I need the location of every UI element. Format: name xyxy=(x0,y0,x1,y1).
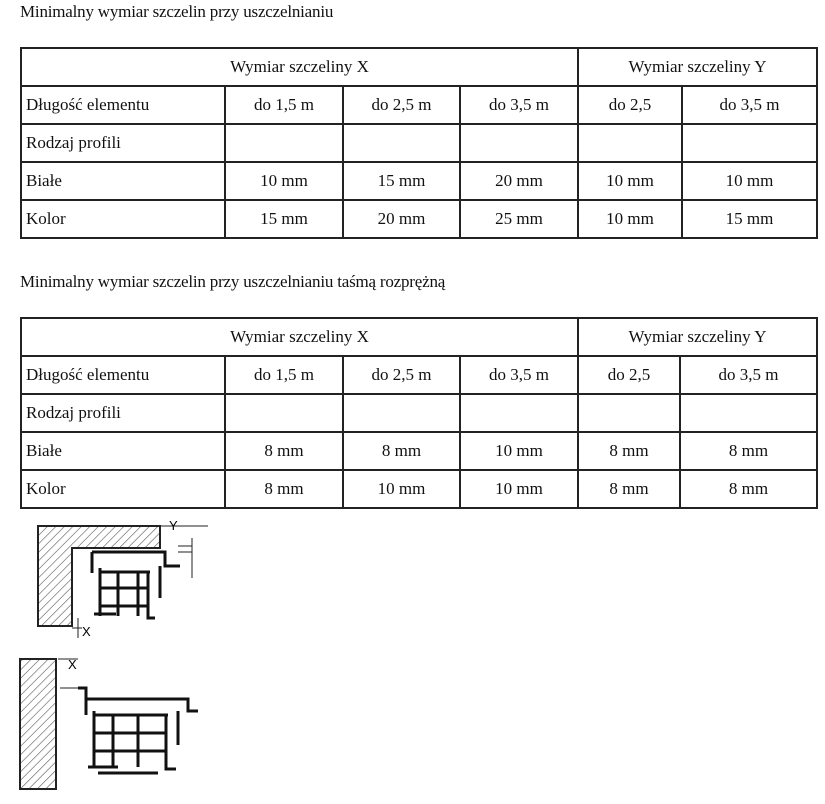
table-row xyxy=(21,470,817,508)
column-header: do 2,5 xyxy=(578,86,682,124)
table-cell: 8 mm xyxy=(578,432,680,470)
table-cell: 15 mm xyxy=(343,162,460,200)
column-header: do 3,5 m xyxy=(682,86,817,124)
table-cell xyxy=(225,124,343,162)
table1-caption: Minimalny wymiar szczelin przy uszczelnianiu xyxy=(20,2,334,21)
table-cell xyxy=(343,124,460,162)
table-cell: 15 mm xyxy=(682,200,817,238)
column-header: do 3,5 m xyxy=(460,86,578,124)
table-row xyxy=(21,394,817,432)
group-header-x: Wymiar szczeliny X xyxy=(21,318,578,356)
column-header: do 2,5 m xyxy=(343,356,460,394)
table-cell: 8 mm xyxy=(578,470,680,508)
table-row xyxy=(21,124,817,162)
row-label: Długość elementu xyxy=(21,86,225,124)
table-row xyxy=(21,356,817,394)
table-cell: 10 mm xyxy=(343,470,460,508)
column-header: do 3,5 m xyxy=(680,356,817,394)
table-cell: 10 mm xyxy=(682,162,817,200)
table-cell: 8 mm xyxy=(225,432,343,470)
table-cell xyxy=(225,394,343,432)
table-cell: 10 mm xyxy=(460,432,578,470)
table-row xyxy=(21,162,817,200)
table-cell: 8 mm xyxy=(680,432,817,470)
wall-section xyxy=(20,659,56,789)
column-header: do 1,5 m xyxy=(225,86,343,124)
row-label: Długość elementu xyxy=(21,356,225,394)
row-label: Białe xyxy=(21,162,225,200)
column-header: do 3,5 m xyxy=(460,356,578,394)
table-cell: 8 mm xyxy=(343,432,460,470)
table-cell: 8 mm xyxy=(680,470,817,508)
gap-table-expanding-tape xyxy=(20,317,818,509)
table-row xyxy=(21,200,817,238)
row-label: Białe xyxy=(21,432,225,470)
window-profile xyxy=(78,688,198,773)
row-label: Rodzaj profili xyxy=(21,124,225,162)
table-cell xyxy=(578,124,682,162)
row-label: Kolor xyxy=(21,470,225,508)
table-cell xyxy=(460,394,578,432)
row-label: Kolor xyxy=(21,200,225,238)
table-cell xyxy=(682,124,817,162)
table-cell: 10 mm xyxy=(460,470,578,508)
table-cell: 10 mm xyxy=(578,200,682,238)
column-header: do 2,5 m xyxy=(343,86,460,124)
table-row xyxy=(21,48,817,86)
column-header: do 2,5 xyxy=(578,356,680,394)
table-row xyxy=(21,432,817,470)
table-cell xyxy=(578,394,680,432)
group-header-y: Wymiar szczeliny Y xyxy=(578,318,817,356)
table-cell xyxy=(343,394,460,432)
table-cell: 15 mm xyxy=(225,200,343,238)
table-cell: 10 mm xyxy=(578,162,682,200)
corner-gap-diagram xyxy=(30,518,210,643)
table-cell: 20 mm xyxy=(460,162,578,200)
table-row xyxy=(21,86,817,124)
window-profile xyxy=(92,552,180,618)
label-y: Y xyxy=(169,518,178,533)
group-header-x: Wymiar szczeliny X xyxy=(21,48,578,86)
table-cell: 25 mm xyxy=(460,200,578,238)
table2-caption: Minimalny wymiar szczelin przy uszczelnianiu taśmą rozprężną xyxy=(20,272,446,291)
group-header-y: Wymiar szczeliny Y xyxy=(578,48,817,86)
table-cell: 20 mm xyxy=(343,200,460,238)
table-cell xyxy=(680,394,817,432)
label-x: X xyxy=(82,624,91,639)
gap-table-standard xyxy=(20,47,818,239)
table-row xyxy=(21,318,817,356)
table-cell: 8 mm xyxy=(225,470,343,508)
table-cell: 10 mm xyxy=(225,162,343,200)
label-x: X xyxy=(68,657,77,672)
column-header: do 1,5 m xyxy=(225,356,343,394)
row-label: Rodzaj profili xyxy=(21,394,225,432)
table-cell xyxy=(460,124,578,162)
straight-gap-diagram xyxy=(18,655,203,795)
